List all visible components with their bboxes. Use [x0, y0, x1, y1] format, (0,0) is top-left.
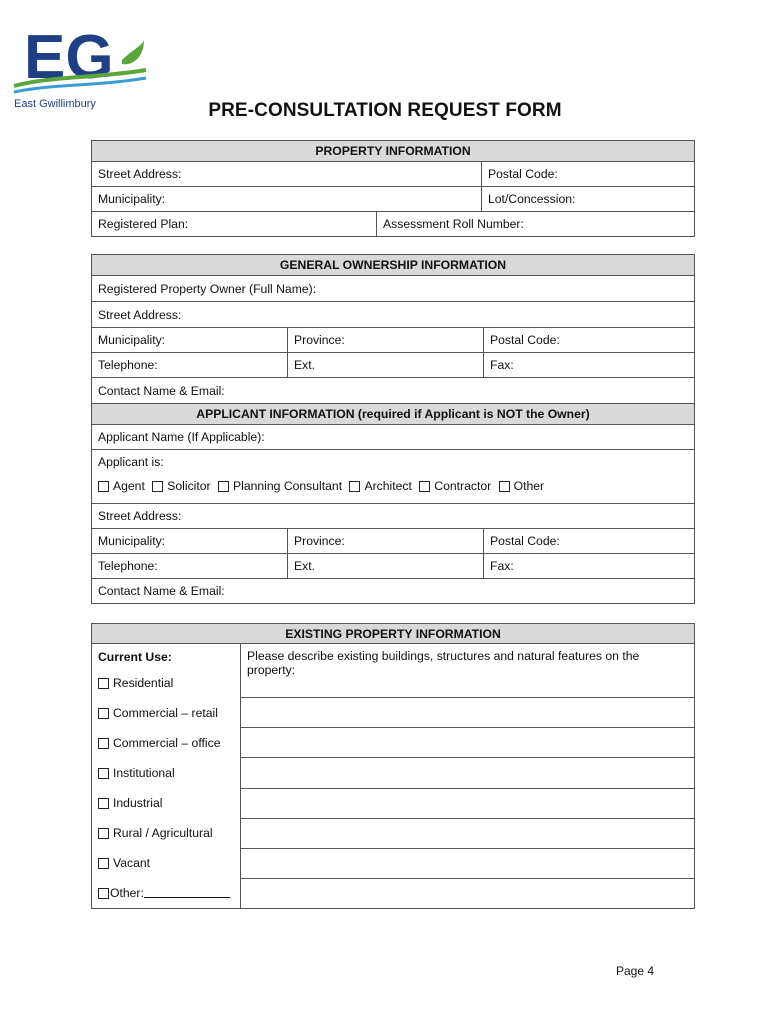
property-roll-field[interactable]: Assessment Roll Number: — [377, 212, 695, 237]
planning-consultant-checkbox[interactable] — [218, 481, 229, 492]
owner-street-field[interactable]: Street Address: — [92, 302, 695, 328]
other-use-line[interactable] — [144, 887, 230, 898]
rural-agricultural-checkbox[interactable] — [98, 828, 109, 839]
other-label: Other — [513, 479, 545, 493]
use-industrial — [98, 796, 234, 826]
describe-line-1[interactable] — [241, 698, 695, 728]
commercial-office-label: Commercial – office — [113, 736, 221, 750]
existing-property-table — [91, 623, 695, 909]
institutional-checkbox[interactable] — [98, 768, 109, 779]
current-use-label: Current Use: — [98, 650, 172, 664]
contractor-checkbox[interactable] — [419, 481, 430, 492]
use-vacant — [98, 856, 234, 886]
architect-checkbox[interactable] — [349, 481, 360, 492]
describe-prompt: Please describe existing buildings, structures and natural features on the property: — [241, 644, 695, 698]
existing-heading: EXISTING PROPERTY INFORMATION — [92, 624, 695, 644]
owner-name-field[interactable]: Registered Property Owner (Full Name): — [92, 276, 695, 302]
solicitor-checkbox[interactable] — [152, 481, 163, 492]
property-plan-field[interactable]: Registered Plan: — [92, 212, 377, 237]
property-postal-field[interactable]: Postal Code: — [482, 162, 695, 187]
applicant-ext-field[interactable]: Ext. — [288, 554, 484, 579]
logo-subtitle: East Gwillimbury — [14, 98, 96, 110]
use-commercial-office — [98, 736, 234, 766]
owner-contact-field[interactable]: Contact Name & Email: — [92, 378, 695, 404]
commercial-office-checkbox[interactable] — [98, 738, 109, 749]
form-title: PRE-CONSULTATION REQUEST FORM — [208, 100, 562, 121]
applicant-postal-field[interactable]: Postal Code: — [484, 529, 695, 554]
owner-province-field[interactable]: Province: — [288, 328, 484, 353]
describe-line-4[interactable] — [241, 788, 695, 818]
industrial-checkbox[interactable] — [98, 798, 109, 809]
leaf-icon — [122, 40, 144, 64]
owner-telephone-field[interactable]: Telephone: — [92, 353, 288, 378]
property-lot-field[interactable]: Lot/Concession: — [482, 187, 695, 212]
agent-checkbox[interactable] — [98, 481, 109, 492]
use-residential — [98, 676, 234, 706]
applicant-municipality-field[interactable]: Municipality: — [92, 529, 288, 554]
vacant-label: Vacant — [113, 856, 151, 870]
owner-ext-field[interactable]: Ext. — [288, 353, 484, 378]
applicant-is-label: Applicant is: — [98, 455, 164, 469]
use-rural — [98, 826, 234, 856]
logo-text: EG — [24, 23, 114, 92]
describe-line-6[interactable] — [241, 848, 695, 878]
applicant-type-cell — [92, 450, 695, 504]
property-heading: PROPERTY INFORMATION — [92, 141, 695, 162]
commercial-retail-checkbox[interactable] — [98, 708, 109, 719]
property-municipality-field[interactable]: Municipality: — [92, 187, 482, 212]
other-use-label: Other: — [110, 886, 144, 900]
page-number: Page 4 — [616, 964, 655, 978]
property-street-field[interactable]: Street Address: — [92, 162, 482, 187]
describe-line-5[interactable] — [241, 818, 695, 848]
describe-line-7[interactable] — [241, 878, 695, 908]
applicant-province-field[interactable]: Province: — [288, 529, 484, 554]
ownership-heading: GENERAL OWNERSHIP INFORMATION — [92, 255, 695, 276]
applicant-fax-field[interactable]: Fax: — [484, 554, 695, 579]
use-other — [98, 886, 234, 908]
residential-checkbox[interactable] — [98, 678, 109, 689]
other-use-checkbox[interactable] — [98, 888, 109, 899]
vacant-checkbox[interactable] — [98, 858, 109, 869]
commercial-retail-label: Commercial – retail — [113, 706, 218, 720]
applicant-street-field[interactable]: Street Address: — [92, 504, 695, 529]
residential-label: Residential — [113, 676, 174, 690]
use-commercial-retail — [98, 706, 234, 736]
other-checkbox[interactable] — [499, 481, 510, 492]
describe-line-3[interactable] — [241, 758, 695, 788]
current-use-cell — [92, 644, 241, 909]
applicant-name-field[interactable]: Applicant Name (If Applicable): — [92, 425, 695, 450]
contractor-label: Contractor — [434, 479, 492, 493]
owner-postal-field[interactable]: Postal Code: — [484, 328, 695, 353]
applicant-contact-field[interactable]: Contact Name & Email: — [92, 579, 695, 604]
applicant-telephone-field[interactable]: Telephone: — [92, 554, 288, 579]
owner-fax-field[interactable]: Fax: — [484, 353, 695, 378]
planning-consultant-label: Planning Consultant — [233, 479, 343, 493]
agent-label: Agent — [113, 479, 145, 493]
applicant-heading: APPLICANT INFORMATION (required if Applicant is NOT the Owner) — [92, 404, 695, 425]
ownership-table — [91, 254, 695, 604]
applicant-type-options — [98, 479, 688, 493]
architect-label: Architect — [364, 479, 412, 493]
rural-agricultural-label: Rural / Agricultural — [113, 826, 213, 840]
describe-line-2[interactable] — [241, 728, 695, 758]
use-institutional — [98, 766, 234, 796]
industrial-label: Industrial — [113, 796, 163, 810]
owner-municipality-field[interactable]: Municipality: — [92, 328, 288, 353]
solicitor-label: Solicitor — [167, 479, 211, 493]
property-information-table — [91, 140, 695, 237]
institutional-label: Institutional — [113, 766, 175, 780]
